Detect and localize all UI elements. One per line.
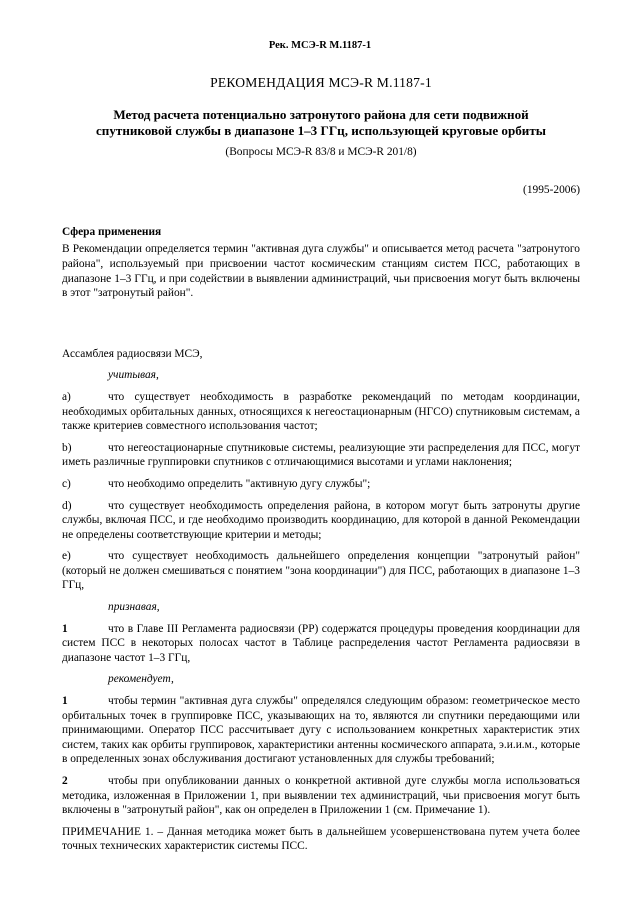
- item-text: что в Главе III Регламента радиосвязи (РР) содержатся процедуры проведения координации для систем ПСС в некоторых полосах частот в Таблице распределения частот Регламента радиосвязи в диапазоне частот 1–3 ГГц,: [62, 622, 580, 664]
- item-label: c): [62, 477, 71, 490]
- assembly-line: Ассамблея радиосвязи МСЭ,: [62, 347, 203, 360]
- considering-item: [62, 499, 580, 543]
- considering-intro: учитывая,: [108, 369, 159, 382]
- running-header: Рек. МСЭ-R M.1187-1: [268, 40, 372, 51]
- item-label: a): [62, 390, 71, 403]
- recognizing-intro: признавая,: [108, 601, 160, 614]
- item-label: 1: [62, 622, 68, 635]
- subject-line-1: Метод расчета потенциально затронутого района для сети подвижной: [113, 106, 529, 122]
- recommends-intro: рекомендует,: [108, 673, 174, 686]
- considering-item: [62, 390, 580, 434]
- item-text: что существует необходимость дальнейшего определения концепции "затронутый район" (который не должен смешиваться с понятием "зона координации") для ПСС, работающих в диапазоне 1–3 ГГц,: [62, 550, 580, 592]
- item-label: 2: [62, 775, 68, 787]
- considering-item: [62, 441, 580, 470]
- item-label: 1: [62, 695, 68, 708]
- item-label: e): [62, 550, 71, 563]
- considering-item: [62, 549, 580, 593]
- recommendation-subject: [62, 107, 580, 139]
- item-text: что существует необходимость определения района, в котором могут быть затронуты другие службы, включая ПСС, и где необходимо производить координацию, для которой в данной Рекомендации не определены соответствующие критерии и методы;: [62, 499, 580, 541]
- item-text: чтобы при опубликовании данных о конкретной активной дуге службы могла использоваться методика, изложенная в Приложении 1, при выявлении тех администраций, чьи присвоения могут быть включены в "затронутый район", как он определен в Приложении 1 (см. Примечание 1).: [62, 775, 580, 817]
- scope-text: В Рекомендации определяется термин "активная дуга службы" и описывается метод расчета "затронутого района", используемый при присвоении частот космическим станциям систем ПСС, работающих в диапазоне 1–3 ГГц, и при содействии в выявлении администраций, чьи присвоения могут быть включены в этот "затронутый район".: [62, 243, 580, 300]
- item-text: что негеостационарные спутниковые системы, реализующие эти распределения для ПСС, могут иметь различные группировки спутников с отличающимися высотами и углами наклонения;: [62, 441, 580, 469]
- document-body: [62, 76, 580, 854]
- subject-line-2: спутниковой службы в диапазоне 1–3 ГГц, использующей круговые орбиты: [95, 122, 547, 138]
- item-text: что необходимо определить "активную дугу службы";: [108, 477, 371, 490]
- approval-dates: (1995-2006): [523, 184, 580, 197]
- note-text: ПРИМЕЧАНИЕ 1. – Данная методика может быть в дальнейшем усовершенствована путем учета более точных технических характеристик системы ПСС.: [62, 825, 580, 853]
- scope-heading: Сфера применения: [62, 225, 162, 238]
- recommendation-title: РЕКОМЕНДАЦИЯ МСЭ-R M.1187-1: [210, 75, 432, 90]
- recommends-item: [62, 774, 580, 818]
- recommends-item: [62, 694, 580, 767]
- considering-item: [62, 477, 580, 492]
- item-label: b): [62, 441, 72, 454]
- recognizing-item: [62, 622, 580, 666]
- item-label: d): [62, 499, 72, 512]
- questions-reference: (Вопросы МСЭ-R 83/8 и МСЭ-R 201/8): [225, 145, 417, 158]
- item-text: чтобы термин "активная дуга службы" определялся следующим образом: геометрическое место орбитальных точек в группировке ПСС, указывающих на то, являются ли спутники передающими или принимающими. Оператор ПСС рассчитывает дугу с использованием конкретных характеристик этих систем, таких как орбиты группировок, характеристики антенны космического аппарата, э.и.и.м., которые в определенных зонах обслуживания достигают установленных для службы требований;: [62, 695, 580, 766]
- item-text: что существует необходимость в разработке рекомендаций по методам координации, необходимых орбитальных данных, относящихся к негеостационарным (НГСО) спутниковым системам, а также критериев совместного использования частот;: [62, 390, 580, 433]
